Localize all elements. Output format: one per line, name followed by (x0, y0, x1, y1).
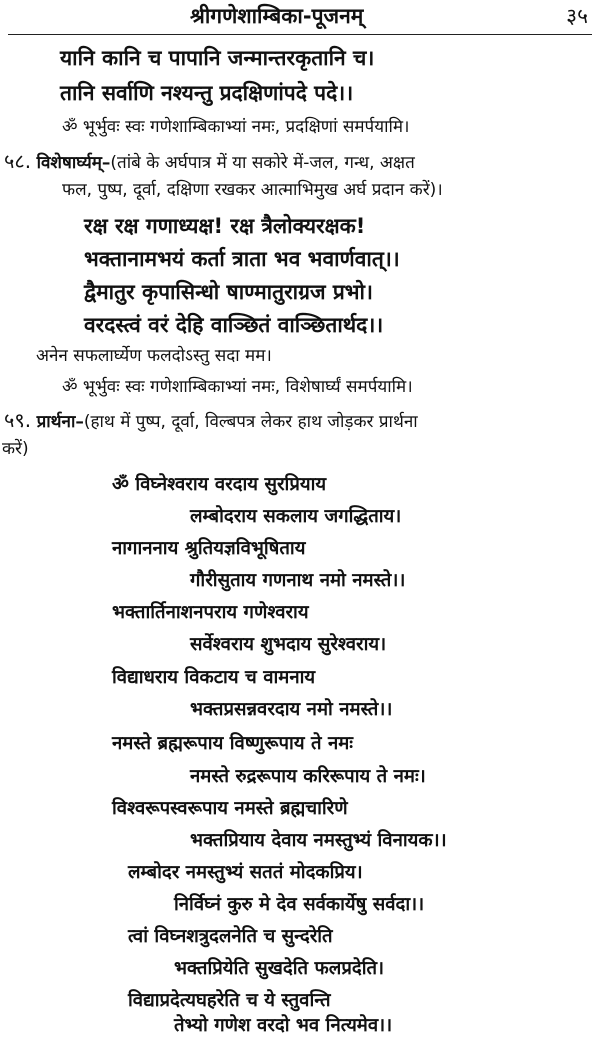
prayer-line: सर्वेश्वराय शुभदाय सुरेश्वराय। (190, 634, 387, 655)
mantra-pradakshina: ॐ भूर्भुवः स्वः गणेशाम्बिकाभ्यां नमः, प्रदक्षिणां समर्पयामि। (62, 117, 410, 137)
page-number: ३५ (566, 4, 588, 28)
intro-shloka-line-2: तानि सर्वाणि नश्यन्तु प्रदक्षिणांपदे पदे।। (60, 81, 354, 105)
prayer-line: भक्तप्रियेति सुखदेति फलप्रदेति। (174, 958, 385, 979)
prayer-line: भक्तार्तिनाशनपराय गणेश्वराय (112, 602, 309, 623)
header-rule (8, 34, 592, 35)
prayer-line: नागाननाय श्रुतियज्ञविभूषिताय (112, 538, 306, 559)
prayer-line: गौरीसुताय गणनाथ नमो नमस्ते।। (190, 570, 406, 591)
prayer-line: विद्याधराय विकटाय च वामनाय (112, 667, 316, 688)
section-58-instruction-1: (तांबे के अर्घपात्र में या सकोरे में-जल, गन्ध, अक्षत (110, 153, 415, 173)
mantra-visheshargha: ॐ भूर्भुवः स्वः गणेशाम्बिकाभ्यां नमः, विशेषार्घ्यं समर्पयामि। (62, 377, 413, 397)
arghya-shloka-line-3: द्वैमातुर कृपासिन्धो षाण्मातुराग्रज प्रभो। (84, 280, 373, 304)
prayer-line: भक्तप्रियाय देवाय नमस्तुभ्यं विनायक।। (190, 830, 447, 851)
prayer-line: नमस्ते रुद्ररूपाय करिरूपाय ते नमः। (190, 766, 426, 787)
prayer-line: भक्तप्रसन्नवरदाय नमो नमस्ते।। (190, 699, 393, 720)
prayer-line: त्वां विघ्नशत्रुदलनेति च सुन्दरेति (128, 926, 333, 947)
page-header-title: श्रीगणेशाम्बिका-पूजनम् (190, 4, 364, 28)
prayer-line: निर्विघ्नं कुरु मे देव सर्वकार्येषु सर्वदा।। (174, 894, 425, 915)
section-58-title: विशेषार्घ्यम्– (36, 153, 111, 173)
prayer-line: ॐ विघ्नेश्वराय वरदाय सुरप्रियाय (112, 474, 327, 495)
arghya-shloka-line-4: वरदस्त्वं वरं देहि वाञ्छितं वाञ्छितार्थद।। (84, 313, 384, 337)
arghya-shloka-line-1: रक्ष रक्ष गणाध्यक्ष! रक्ष त्रैलोक्यरक्षक! (84, 214, 366, 238)
section-59-instruction-1: (हाथ में पुष्प, दूर्वा, विल्बपत्र लेकर हाथ जोड़कर प्रार्थना (83, 412, 418, 432)
section-58-heading (4, 150, 415, 174)
section-59-number: ५९. (4, 408, 32, 432)
section-58-instruction-2: फल, पुष्प, दूर्वा, दक्षिणा रखकर आत्माभिमुख अर्घ प्रदान करें)। (62, 180, 443, 200)
arghya-line: अनेन सफलार्घ्येण फलदोऽस्तु सदा मम। (36, 346, 272, 366)
prayer-line: नमस्ते ब्रह्मरूपाय विष्णुरूपाय ते नमः (112, 733, 354, 754)
prayer-line: लम्बोदर नमस्तुभ्यं सततं मोदकप्रिय। (128, 862, 363, 883)
arghya-shloka-line-2: भक्तानामभयं कर्ता त्राता भव भवार्णवात्।। (84, 247, 400, 271)
section-59-title: प्रार्थना– (36, 412, 84, 432)
intro-shloka-line-1: यानि कानि च पापानि जन्मान्तरकृतानि च। (60, 46, 375, 70)
section-59-instruction-2: करें) (2, 439, 29, 459)
section-58-number: ५८. (4, 149, 32, 173)
prayer-line: लम्बोदराय सकलाय जगद्धिताय। (190, 506, 402, 527)
prayer-line: तेभ्यो गणेश वरदो भव नित्यमेव।। (174, 1015, 393, 1036)
prayer-line: विश्वरूपस्वरूपाय नमस्ते ब्रह्मचारिणे (112, 798, 348, 819)
section-59-heading (4, 409, 418, 433)
prayer-line: विद्याप्रदेत्यघहरेति च ये स्तुवन्ति (128, 990, 331, 1011)
